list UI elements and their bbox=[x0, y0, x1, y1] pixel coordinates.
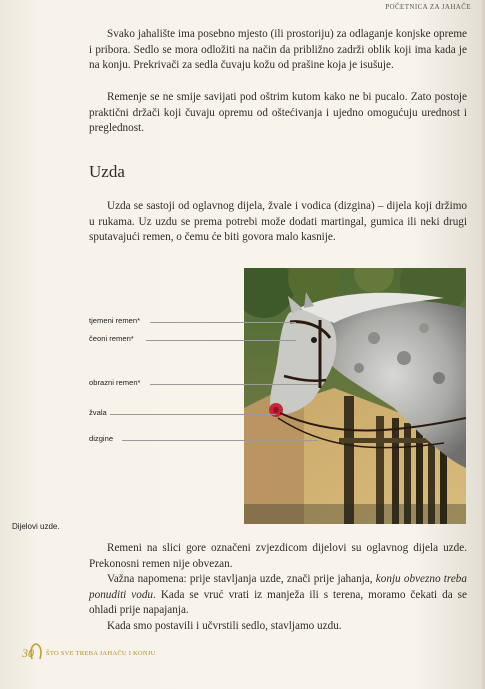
label-ceoni-remen: čeoni remen* bbox=[89, 334, 134, 343]
paragraph-bridle-intro: Uzda se sastoji od oglavnog dijela, žvale i vodica (dizgina) – dijela koji držimo u rukama. Uz uzdu se prema potrebi može dodati martingal, gumica ili neki drugi sputavajući remen, o čemu će biti govora malo kasnije. bbox=[89, 200, 467, 244]
footer-book-title: ŠTO SVE TREBA JAHAČU I KONJU bbox=[46, 650, 156, 657]
leader-line-zvala bbox=[110, 414, 276, 415]
section-heading: Uzda bbox=[89, 162, 125, 181]
label-obrazni-remen: obrazni remen* bbox=[89, 378, 141, 387]
leader-line-dizgine bbox=[122, 440, 318, 441]
paragraph-saddle-then-bridle: Kada smo postavili i učvrstili sedlo, stavljamo uzdu. bbox=[107, 620, 342, 632]
leader-line-ceoni-remen bbox=[146, 340, 296, 341]
horse-bridle-photo bbox=[244, 268, 466, 524]
label-dizgine: dizgine bbox=[89, 434, 114, 443]
note-text-start: Važna napomena: prije stavljanja uzde, znači prije jahanja, bbox=[107, 573, 376, 585]
paragraph-important-note bbox=[89, 572, 467, 619]
running-head: POČETNICA ZA JAHAČE bbox=[385, 3, 471, 11]
leader-line-obrazni-remen bbox=[150, 384, 318, 385]
label-zvala: žvala bbox=[89, 408, 107, 417]
paragraph-storage: Svako jahalište ima posebno mjesto (ili prostoriju) za odlaganje konjske opreme i pribora. Sedlo se mora odložiti na način da približno zadrži oblik koji ima kada je na konju. Prekrivači za sedla čuvaju kožu od prašine koja je isušuje. bbox=[89, 28, 467, 72]
note-emphasis: konju obvezno treba ponuditi vodu bbox=[89, 573, 467, 601]
paragraph-straps: Remenje se ne smije savijati pod oštrim kutom kako ne bi pucalo. Zato postoje praktični držači koji čuvaju opremu od oštećivanja i ujedno omogućuju urednost i preglednost. bbox=[89, 91, 467, 135]
note-text-end: . Kada se vruć vrati iz manježa ili s terena, moramo čekati da se ohladi prije napajanja. bbox=[89, 588, 467, 617]
paragraph-marked-straps: Remeni na slici gore označeni zvjezdicom dijelovi su oglavnog dijela uzde. Prekonosni remen nije obvezan. bbox=[89, 542, 467, 570]
page-number: 30 bbox=[22, 646, 34, 660]
label-tjemeni-remen: tjemeni remen* bbox=[89, 316, 141, 325]
leader-line-tjemeni-remen bbox=[150, 322, 296, 323]
figure-caption: Dijelovi uzde. bbox=[12, 522, 60, 531]
